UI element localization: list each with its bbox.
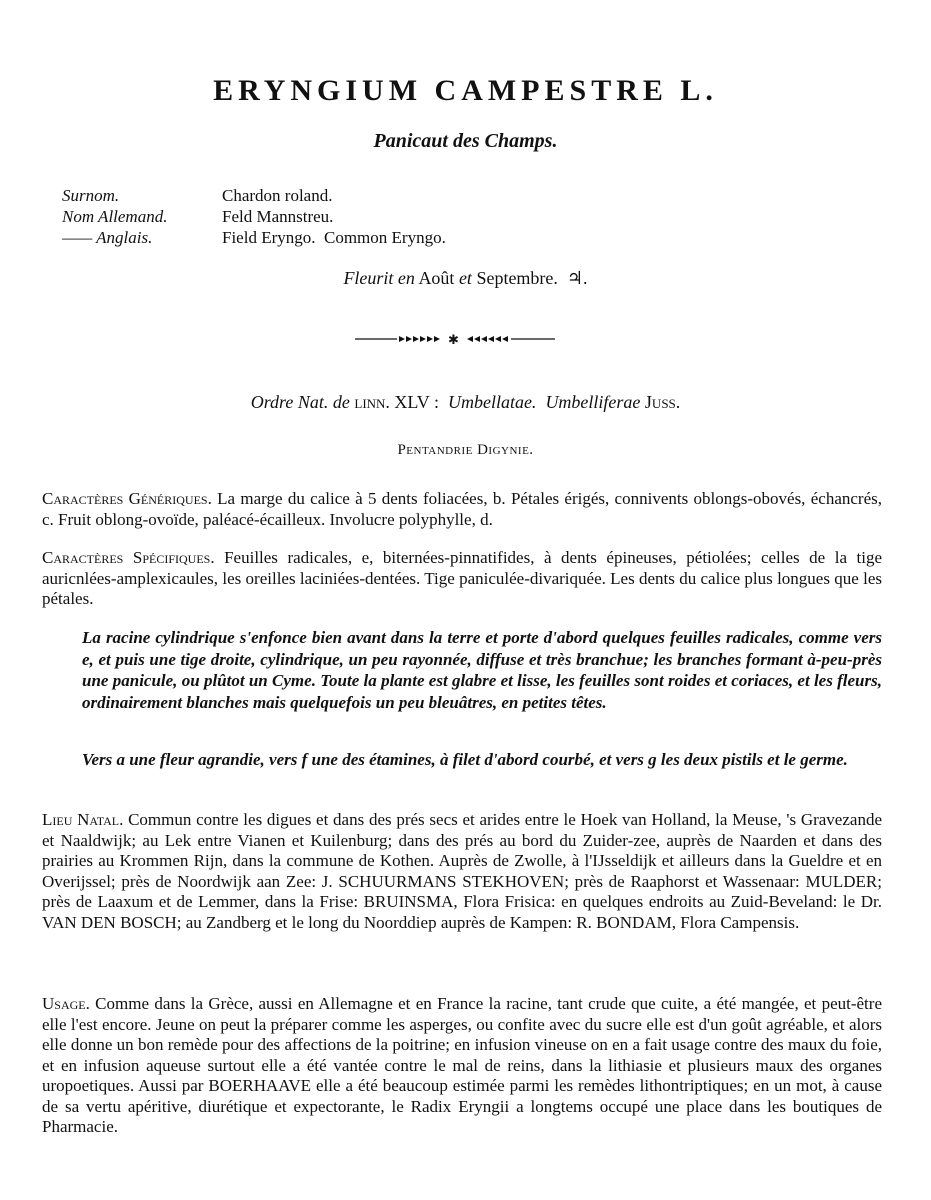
order-linn: linn. xyxy=(354,392,390,412)
flowering-prefix: Fleurit en xyxy=(343,268,415,288)
flowering-line xyxy=(0,268,931,289)
page-title: ERYNGIUM CAMPESTRE L. xyxy=(213,74,718,107)
section-text: Commun contre les digues et dans des prés secs et arides entre le Hoek van Holland, la Meuse, 's Gravezande et Naaldwijk; au Lek entre Vianen et Kuilenburg; dans des prés au bord du Zuider-zee, auprès de Naarden et dans des prairies au Krommen Rijn, dans la commune de Kothen. Auprès de Zwolle, à l'IJsseldijk et ailleurs dans la Gueldre et en Overijssel; près de Noordwijk aan Zee: J. SCHUURMANS STEKHOVEN; près de Raaphorst et Wassenaar: MULDER; près de Laaxum et de Lemmer, dans la Frise: BRUINSMA, Flora Frisica: en quelques endroits au Zuid-Beveland: le Dr. VAN DEN BOSCH; au Zandberg et le long du Noorddiep auprès de Kampen: R. BONDAM, Flora Campensis. xyxy=(42,810,882,932)
section-text: Comme dans la Grèce, aussi en Allemagne et en France la racine, tant crude que cuite, a été mangée, et peut-être elle l'est encore. Jeune on peut la préparer comme les asperges, ou confite avec du sucre elle est d'un goût agréable, et alors elle donne un bon remède pour des affections de la poitrine; en infusion vineuse on en a fait usage contre des maux du foie, et en infusion aqueuse surtout elle a été vantée contre le mal de reins, dans la lithiasie et plusieurs maux des organes uropoetiques. Aussi par BOERHAAVE elle a été beaucoup estimée parmi les remèdes lithontriptiques; en un mot, à cause de sa vertu apéritive, diurétique et expectorante, le Radix Eryngii a longtems occupé une place dans les boutiques de Pharmacie. xyxy=(42,994,882,1136)
generic-characters xyxy=(42,489,882,530)
name-value: Chardon roland. xyxy=(222,186,333,205)
name-row xyxy=(62,206,446,227)
name-row xyxy=(62,185,446,206)
section-head: Lieu Natal. xyxy=(42,810,124,829)
order-number: XLV : xyxy=(394,392,439,412)
specific-characters xyxy=(42,548,882,610)
name-row xyxy=(62,227,446,248)
order-juss: Juss. xyxy=(644,392,681,412)
perennial-symbol: ♃. xyxy=(566,268,588,288)
flowering-et: et xyxy=(458,268,472,288)
name-label: Surnom. xyxy=(62,186,120,205)
linnaean-class: Pentandrie Digynie. xyxy=(397,442,534,458)
page-subtitle: Panicaut des Champs. xyxy=(373,130,558,152)
section-head: Caractères Génériques. xyxy=(42,489,212,508)
name-value: Feld Mannstreu. xyxy=(222,207,334,226)
section-head: Usage. xyxy=(42,994,90,1013)
figure-notes: Vers a une fleur agrandie, vers f une des étamines, à filet d'abord courbé, et vers g les deux pistils et le germe. xyxy=(82,750,848,769)
order-line xyxy=(0,392,931,413)
svg-text:✱: ✱ xyxy=(448,333,459,345)
habitat-section xyxy=(42,810,882,933)
section-head: Caractères Spécifiques. xyxy=(42,548,215,567)
section-text: Feuilles radicales, e, biternées-pinnatifides, à dents épineuses, pétiolées; celles de la tige auricnlées-amplexicaules, les oreilles laciniées-dentées. Tige paniculée-divariquée. Les dents du calice plus longues que les pétales. xyxy=(42,548,882,608)
usage-section xyxy=(42,994,882,1138)
name-value: Field Eryngo. Common Eryngo. xyxy=(222,228,446,247)
order-name: Umbellatae. xyxy=(447,392,537,412)
plant-description: La racine cylindrique s'enfonce bien avant dans la terre et porte d'abord quelques feuilles radicales, comme vers e, et puis une tige droite, cylindrique, un peu rayonnée, diffuse et très branchue; les branches formant à-peu-près une panicule, ou plûtot un Cyme. Toute la plante est glabre et lisse, les feuilles sont roides et coriaces, et les fleurs, ordinairement blanches mais quelquefois un peu bleuâtres, en petites têtes. xyxy=(82,628,882,712)
name-label: Nom Allemand. xyxy=(62,207,168,226)
divider-ornament xyxy=(355,333,555,345)
vernacular-names xyxy=(62,185,446,248)
name-label: —— Anglais. xyxy=(62,228,153,247)
order-prefix: Ordre Nat. de xyxy=(250,392,350,412)
flowering-month1: Août xyxy=(418,268,455,288)
family-name: Umbelliferae xyxy=(545,392,641,412)
flowering-month2: Septembre. xyxy=(476,268,558,288)
section-text: La marge du calice à 5 dents foliacées, b. Pétales érigés, connivents oblongs-obovés, échancrés, c. Fruit oblong-ovoïde, paléacé-écailleux. Involucre polyphylle, d. xyxy=(42,489,882,529)
